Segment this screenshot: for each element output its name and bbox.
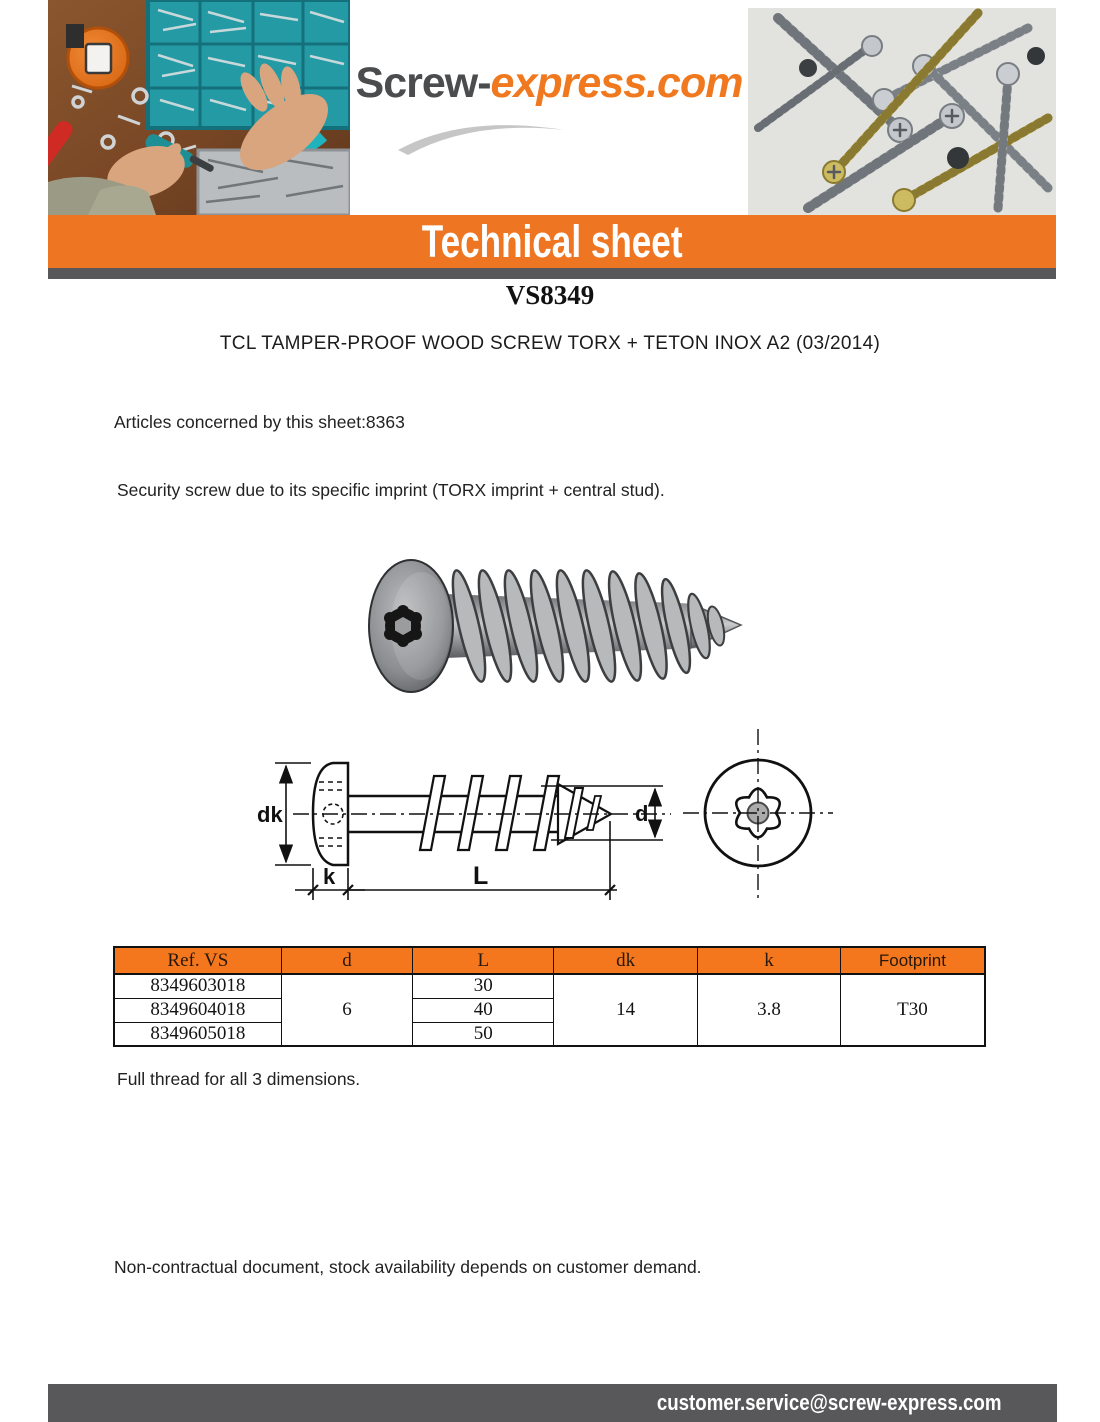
table-row xyxy=(114,974,985,998)
col-header-k: k xyxy=(698,947,841,974)
security-line: Security screw due to its specific imprint (TORX imprint + central stud). xyxy=(117,480,665,500)
spec-table xyxy=(113,946,986,1047)
logo-part1: Screw- xyxy=(355,59,491,107)
cell-length: 30 xyxy=(413,974,554,998)
full-thread-note: Full thread for all 3 dimensions. xyxy=(117,1069,361,1089)
table-header-row xyxy=(114,947,985,974)
dim-label-dk: dk xyxy=(257,802,283,827)
col-header-ref: Ref. VS xyxy=(114,947,281,974)
cell-d: 6 xyxy=(281,974,413,1046)
screws-pile-photo xyxy=(748,8,1056,215)
dim-label-k: k xyxy=(323,864,336,889)
logo-text xyxy=(356,59,743,108)
col-header-d: d xyxy=(281,947,413,974)
dim-label-L: L xyxy=(473,862,489,890)
cell-length: 50 xyxy=(413,1022,554,1046)
document-code: VS8349 xyxy=(505,280,595,310)
dim-label-d: d xyxy=(635,801,649,826)
logo-swoosh xyxy=(394,110,584,156)
col-header-dk: dk xyxy=(554,947,698,974)
col-header-footprint: Footprint xyxy=(840,947,985,974)
footer-bar xyxy=(48,1384,1057,1422)
cell-ref: 8349603018 xyxy=(114,974,281,998)
disclaimer-note: Non-contractual document, stock availability depends on customer demand. xyxy=(114,1257,702,1277)
cell-footprint: T30 xyxy=(840,974,985,1046)
cell-k: 3.8 xyxy=(698,974,841,1046)
cell-ref: 8349604018 xyxy=(114,998,281,1022)
document-title: TCL TAMPER-PROOF WOOD SCREW TORX + TETON INOX A2 (03/2014) xyxy=(219,333,881,354)
cell-dk: 14 xyxy=(554,974,698,1046)
cell-length: 40 xyxy=(413,998,554,1022)
banner xyxy=(48,215,1056,268)
cell-ref: 8349605018 xyxy=(114,1022,281,1046)
articles-line: Articles concerned by this sheet:8363 xyxy=(114,412,405,432)
screw-product-photo xyxy=(365,556,745,703)
col-header-L: L xyxy=(413,947,554,974)
footer-email: customer.service@screw-express.com xyxy=(656,1390,1001,1415)
divider-bar xyxy=(48,268,1056,279)
workbench-photo xyxy=(48,0,350,215)
banner-title: Technical sheet xyxy=(421,215,683,267)
technical-drawing xyxy=(253,726,883,929)
logo xyxy=(350,0,748,215)
logo-part2: express.com xyxy=(490,59,743,107)
